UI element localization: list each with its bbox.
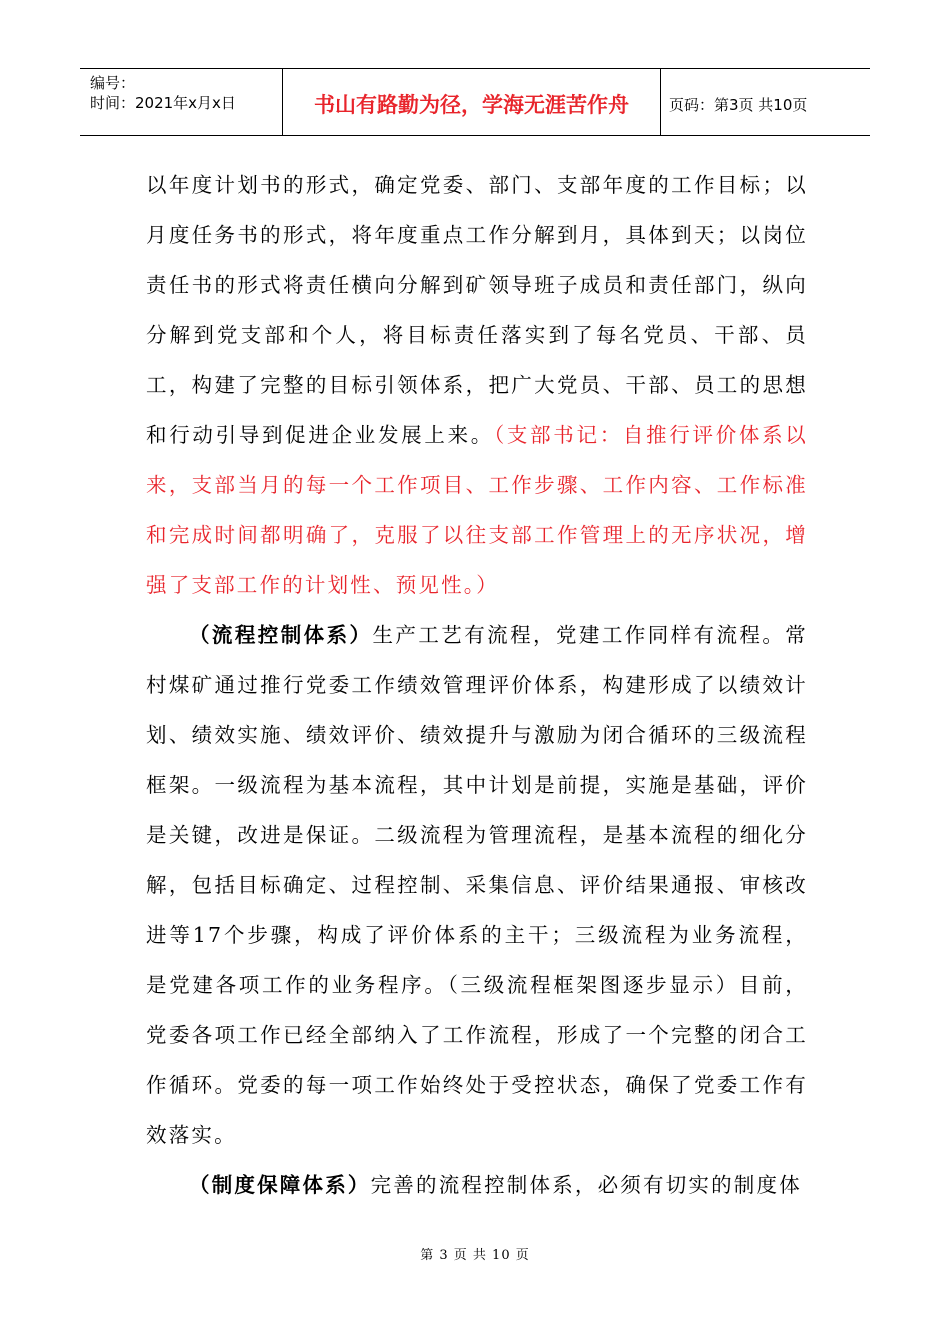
document-time-label: 时间：2021年x月x日 [90, 94, 236, 112]
header-motto: 书山有路勤为径，学海无涯苦作舟 [283, 69, 661, 135]
document-body [146, 160, 808, 1210]
paragraph-target-system [146, 160, 808, 610]
paragraph-text: 完善的流程控制体系，必须有切实的制度体 [370, 1173, 802, 1197]
paragraph-text: 以年度计划书的形式，确定党委、部门、支部年度的工作目标；以月度任务书的形式，将年度重点工作分解到月，具体到天；以岗位责任书的形式将责任横向分解到矿领导班子成员和责任部门，纵向分解到党支部和个人，将目标责任落实到了每名党员、干部、员工，构建了完整的目标引领体系，把广大党员、干部、员工的思想和行动引导到促进企业发展上来。 [146, 173, 808, 447]
branch-secretary-quote: （支部书记：自推行评价体系以来，支部当月的每一个工作项目、工作步骤、工作内容、工作标准和完成时间都明确了，克服了以往支部工作管理上的无序状况，增强了支部工作的计划性、预见性。） [146, 423, 808, 597]
document-number-label: 编号： [90, 74, 136, 92]
page-footer: 第 3 页 共 10 页 [420, 1248, 530, 1263]
paragraph-process-control [146, 610, 808, 1160]
paragraph-system-guarantee [146, 1160, 808, 1210]
header-meta-cell [80, 69, 283, 135]
section-heading-process-control: （流程控制体系） [189, 623, 373, 647]
section-heading-system-guarantee: （制度保障体系） [189, 1173, 371, 1197]
page-header [80, 68, 870, 136]
header-page-info: 页码：第3页 共10页 [669, 95, 808, 114]
paragraph-text: 生产工艺有流程，党建工作同样有流程。常村煤矿通过推行党委工作绩效管理评价体系，构建形成了以绩效计划、绩效实施、绩效评价、绩效提升与激励为闭合循环的三级流程框架。一级流程为基本流程，其中计划是前提，实施是基础，评价是关键，改进是保证。二级流程为管理流程，是基本流程的细化分解，包括目标确定、过程控制、采集信息、评价结果通报、审核改进等17个步骤，构成了评价体系的主干；三级流程为业务流程，是党建各项工作的业务程序。（三级流程框架图逐步显示）目前，党委各项工作已经全部纳入了工作流程，形成了一个完整的闭合工作循环。党委的每一项工作始终处于受控状态，确保了党委工作有效落实。 [146, 623, 808, 1147]
